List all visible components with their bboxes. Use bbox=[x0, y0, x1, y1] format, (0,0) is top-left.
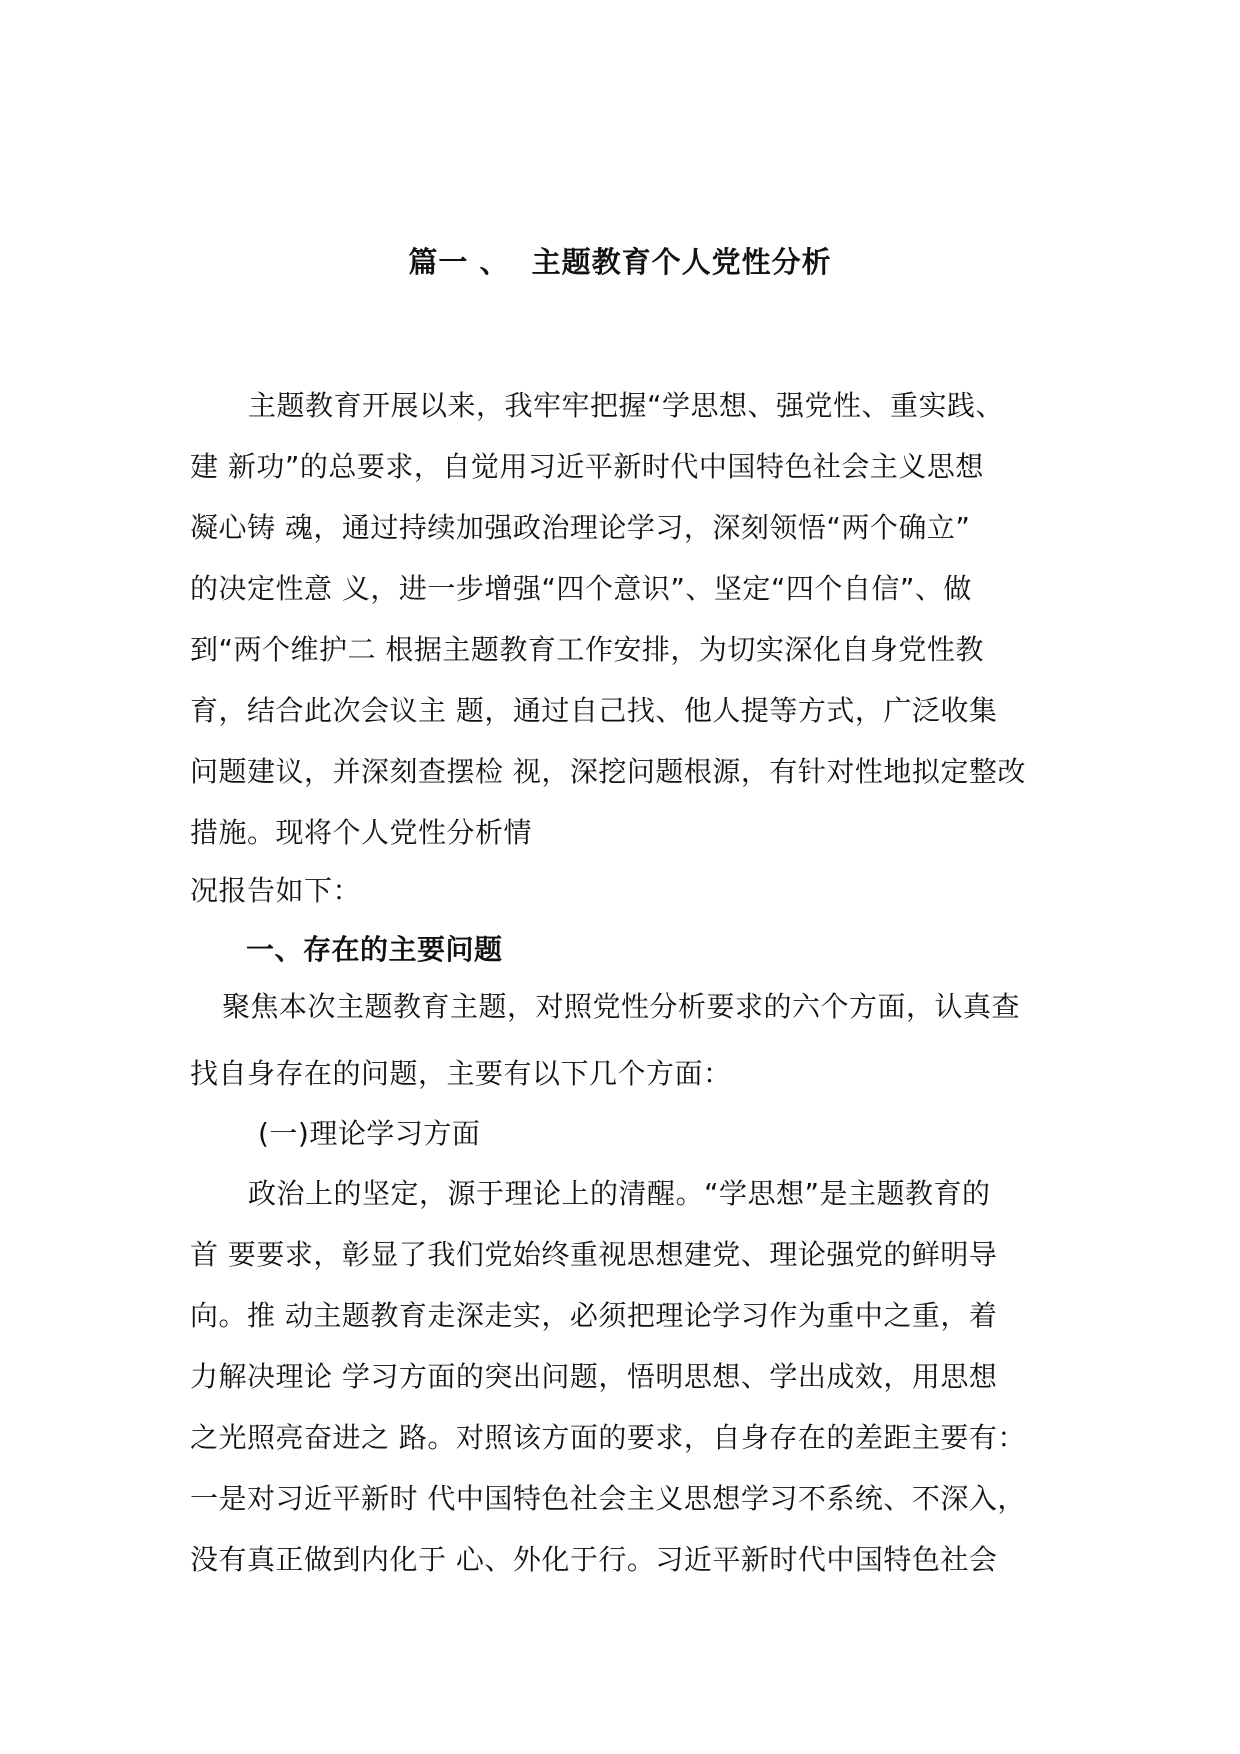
intro-line-4: 的决定性意 义，进一步增强“四个意识”、坚定“四个自信”、做 bbox=[190, 572, 972, 605]
section-line-2: 找自身存在的问题，主要有以下几个方面： bbox=[190, 1057, 732, 1090]
intro-line-9: 况报告如下： bbox=[190, 874, 362, 907]
intro-line-5: 到“两个维护二 根据主题教育工作安排，为切实深化自身党性教 bbox=[190, 633, 984, 666]
subsection-line-6: 一是对习近平新时 代中国特色社会主义思想学习不系统、不深入， bbox=[190, 1482, 1026, 1515]
section-line-1: 聚焦本次主题教育主题，对照党性分析要求的六个方面，认真查 bbox=[222, 990, 1021, 1023]
subsection-line-5: 之光照亮奋进之 路。对照该方面的要求，自身存在的差距主要有： bbox=[190, 1421, 1026, 1454]
subsection-line-4: 力解决理论 学习方面的突出问题，悟明思想、学出成效，用思想 bbox=[190, 1360, 998, 1393]
subsection-heading: (一)理论学习方面 bbox=[258, 1117, 481, 1150]
intro-line-6: 育，结合此次会议主 题，通过自己找、他人提等方式，广泛收集 bbox=[190, 694, 998, 727]
intro-line-3: 凝心铸 魂，通过持续加强政治理论学习，深刻领悟“两个确立” bbox=[190, 511, 971, 544]
intro-line-7: 问题建议，并深刻查摆检 视，深挖问题根源，有针对性地拟定整改 bbox=[190, 755, 1026, 788]
subsection-line-3: 向。推 动主题教育走深走实，必须把理论学习作为重中之重，着 bbox=[190, 1299, 998, 1332]
subsection-line-7: 没有真正做到内化于 心、外化于行。习近平新时代中国特色社会 bbox=[190, 1543, 998, 1576]
intro-line-1: 主题教育开展以来，我牢牢把握“学思想、强党性、重实践、 bbox=[248, 389, 1005, 422]
document-title: 篇一 、 主题教育个人党性分析 bbox=[408, 245, 832, 279]
section-heading: 一、存在的主要问题 bbox=[246, 933, 503, 966]
subsection-line-2: 首 要要求，彰显了我们党始终重视思想建党、理论强党的鲜明导 bbox=[190, 1238, 998, 1271]
intro-line-2: 建 新功”的总要求，自觉用习近平新时代中国特色社会主义思想 bbox=[190, 450, 984, 483]
subsection-line-1: 政治上的坚定，源于理论上的清醒。“学思想”是主题教育的 bbox=[248, 1177, 991, 1210]
intro-line-8: 措施。现将个人党性分析情 bbox=[190, 816, 533, 849]
